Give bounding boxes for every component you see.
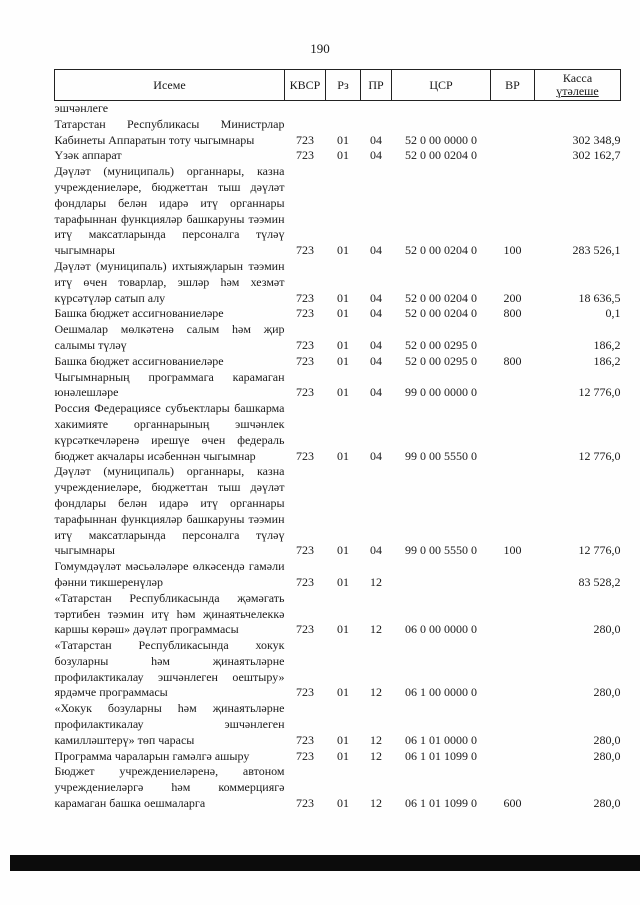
row-vr (491, 749, 535, 765)
row-csr: 99 0 00 5550 0 (405, 448, 477, 463)
row-kvsr: 723 (296, 148, 314, 163)
row-pr: 12 (370, 732, 382, 747)
row-name: Бюджет учреждениеләренә, автоном учреждениеләргә һәм коммерциягә карамаган башка оешмаларга (54, 764, 285, 811)
row-vr (491, 322, 535, 354)
row-kvsr: 723 (296, 574, 314, 589)
table-row (55, 117, 621, 149)
row-amount: 12 776,0 (578, 385, 621, 400)
row-rz: 01 (337, 337, 349, 352)
row-amount: 186,2 (593, 353, 621, 368)
row-rz: 01 (337, 243, 349, 258)
row-kvsr: 723 (296, 448, 314, 463)
row-amount: 12 776,0 (578, 448, 621, 463)
table-row (55, 764, 621, 811)
row-rz: 01 (337, 543, 349, 558)
header-kvsr: КВСР (285, 70, 326, 101)
table-row (55, 148, 621, 164)
table-row (55, 591, 621, 638)
row-rz: 01 (337, 132, 349, 147)
row-name: Программа чараларын гамәлгә ашыру (54, 748, 250, 763)
row-amount: 0,1 (605, 306, 621, 321)
row-name: Башка бюджет ассигнованиеләре (54, 306, 224, 321)
table-row (55, 354, 621, 370)
row-rz: 01 (337, 748, 349, 763)
row-csr: 06 1 00 0000 0 (405, 685, 477, 700)
row-vr (491, 101, 535, 117)
row-pr: 12 (370, 574, 382, 589)
row-amount: 302 162,7 (572, 148, 621, 163)
header-name: Исеме (55, 70, 285, 101)
row-csr: 06 1 01 1099 0 (405, 796, 477, 811)
row-name: «Татарстан Республикасында хокук бозуларны һәм җинаятьләрне профилактикалау эшчәнлеген оештыру» ярдәмче программасы (54, 638, 285, 700)
table-row (55, 259, 621, 306)
row-rz: 01 (337, 306, 349, 321)
row-pr: 04 (370, 385, 382, 400)
row-kvsr: 723 (296, 732, 314, 747)
row-vr (491, 401, 535, 464)
row-rz: 01 (337, 448, 349, 463)
row-pr: 12 (370, 748, 382, 763)
row-rz: 01 (337, 574, 349, 589)
row-amount: 283 526,1 (572, 243, 621, 258)
scan-edge-bar (10, 855, 640, 871)
row-name: «Хокук бозуларны һәм җинаятьләрне профилактикалау эшчәнлеген камилләштерү» төп чарасы (54, 701, 285, 747)
row-kvsr: 723 (296, 796, 314, 811)
table-row (55, 401, 621, 464)
row-pr: 12 (370, 622, 382, 637)
row-pr: 12 (370, 796, 382, 811)
row-vr: 200 (503, 290, 522, 305)
table-row (55, 322, 621, 354)
row-csr: 52 0 00 0204 0 (405, 306, 477, 321)
row-vr (491, 148, 535, 164)
row-pr: 04 (370, 353, 382, 368)
header-kassa-line1: Касса (562, 71, 593, 85)
table-row (55, 638, 621, 701)
row-amount: 280,0 (593, 796, 621, 811)
row-csr: 52 0 00 0204 0 (405, 243, 477, 258)
row-pr: 04 (370, 306, 382, 321)
header-pr: ПР (361, 70, 392, 101)
row-csr: 52 0 00 0204 0 (405, 290, 477, 305)
row-name: эшчәнлеге (54, 101, 109, 115)
row-pr (361, 101, 392, 117)
row-vr: 800 (503, 353, 522, 368)
row-amount: 280,0 (593, 685, 621, 700)
row-kvsr: 723 (296, 385, 314, 400)
header-vr: ВР (491, 70, 535, 101)
row-rz: 01 (337, 685, 349, 700)
row-kvsr: 723 (296, 543, 314, 558)
row-name: «Татарстан Республикасында җәмәгать тәртибен тәэмин итү һәм җинаятьчелеккә каршы көрәш» дәүләт программасы (54, 590, 285, 637)
row-csr: 52 0 00 0000 0 (405, 132, 477, 147)
row-kvsr: 723 (296, 290, 314, 305)
table-row (55, 749, 621, 765)
row-rz: 01 (337, 385, 349, 400)
row-pr: 12 (370, 685, 382, 700)
row-pr: 04 (370, 448, 382, 463)
table-row (55, 101, 621, 117)
page-number: 190 (310, 41, 330, 56)
row-vr (491, 559, 535, 591)
row-vr: 100 (503, 543, 522, 558)
row-csr: 06 1 01 1099 0 (405, 748, 477, 763)
row-rz: 01 (337, 796, 349, 811)
row-amount: 280,0 (593, 732, 621, 747)
row-pr: 04 (370, 290, 382, 305)
row-name: Оешмалар мөлкәтенә салым һәм җир салымы түләү (54, 322, 285, 352)
row-amount (535, 101, 621, 117)
row-vr: 800 (503, 306, 522, 321)
row-name: Үзәк аппарат (54, 148, 122, 163)
row-name: Россия Федерациясе субъектлары башкарма хакимияте органнарының эшчәнлек күрсәткечләренә ирешүе өчен федераль бюджет акчалары исәбеннән чыгымнар (54, 401, 285, 463)
row-name: Дәүләт (муниципаль) органнары, казна учреждениеләре, бюджеттан тыш дәүләт фондлары белән идарә итү органнары тарафыннан функцияләр башкаруны тәэмин итү максатларында персоналга түләү чыгымнары (54, 164, 285, 258)
row-rz: 01 (337, 290, 349, 305)
row-vr (491, 591, 535, 638)
row-name: Чыгымнарның программага карамаган юнәлешләре (54, 369, 285, 400)
row-kvsr: 723 (296, 353, 314, 368)
row-amount: 186,2 (593, 337, 621, 352)
row-rz: 01 (337, 732, 349, 747)
budget-table (54, 69, 621, 812)
row-vr (491, 117, 535, 149)
row-csr (392, 101, 491, 117)
row-pr: 04 (370, 337, 382, 352)
row-vr: 600 (503, 796, 522, 811)
table-row (55, 164, 621, 259)
table-row (55, 306, 621, 322)
header-csr: ЦСР (392, 70, 491, 101)
row-csr: 99 0 00 0000 0 (405, 385, 477, 400)
header-kassa (535, 70, 621, 101)
row-vr (491, 701, 535, 748)
row-vr (491, 370, 535, 402)
row-amount: 83 528,2 (578, 574, 621, 589)
row-amount: 18 636,5 (578, 290, 621, 305)
row-rz: 01 (337, 148, 349, 163)
row-kvsr (285, 101, 326, 117)
row-pr: 04 (370, 148, 382, 163)
row-csr (392, 559, 491, 591)
row-vr: 100 (503, 243, 522, 258)
row-csr: 52 0 00 0295 0 (405, 337, 477, 352)
row-amount: 280,0 (593, 748, 621, 763)
row-name: Дәүләт (муниципаль) ихтыяҗларын тәэмин итү өчен товарлар, эшләр һәм хезмәт күрсәтүләр сатып алу (54, 258, 285, 305)
row-kvsr: 723 (296, 685, 314, 700)
table-row (55, 370, 621, 402)
row-csr: 52 0 00 0295 0 (405, 353, 477, 368)
row-pr: 04 (370, 132, 382, 147)
row-name: Гомумдәүләт мәсьәләләре өлкәсендә гамәли фәнни тикшеренүләр (54, 559, 285, 589)
row-kvsr: 723 (296, 748, 314, 763)
table-header-row (55, 70, 621, 101)
header-rz: Рз (326, 70, 361, 101)
row-kvsr: 723 (296, 622, 314, 637)
row-name: Башка бюджет ассигнованиеләре (54, 353, 224, 368)
row-rz: 01 (337, 622, 349, 637)
row-amount: 302 348,9 (572, 132, 621, 147)
table-row (55, 701, 621, 748)
table-row (55, 464, 621, 559)
row-csr: 06 0 00 0000 0 (405, 622, 477, 637)
row-csr: 52 0 00 0204 0 (405, 148, 477, 163)
table-row (55, 559, 621, 591)
row-pr: 04 (370, 243, 382, 258)
header-kassa-line2: үтәлеше (556, 84, 599, 98)
row-amount: 280,0 (593, 622, 621, 637)
row-csr: 06 1 01 0000 0 (405, 732, 477, 747)
row-kvsr: 723 (296, 306, 314, 321)
row-vr (491, 638, 535, 701)
row-rz (326, 101, 361, 117)
row-kvsr: 723 (296, 243, 314, 258)
row-name: Дәүләт (муниципаль) органнары, казна учреждениеләре, бюджеттан тыш дәүләт фондлары белән идарә итү органнары тарафыннан функцияләр башкаруны тәэмин итү максатларында персоналга түләү чыгымнары (54, 464, 285, 558)
row-kvsr: 723 (296, 337, 314, 352)
row-amount: 12 776,0 (578, 543, 621, 558)
row-name: Татарстан Республикасы Министрлар Кабинеты Аппаратын тоту чыгымнары (54, 116, 285, 147)
row-rz: 01 (337, 353, 349, 368)
row-csr: 99 0 00 5550 0 (405, 543, 477, 558)
row-kvsr: 723 (296, 132, 314, 147)
row-pr: 04 (370, 543, 382, 558)
